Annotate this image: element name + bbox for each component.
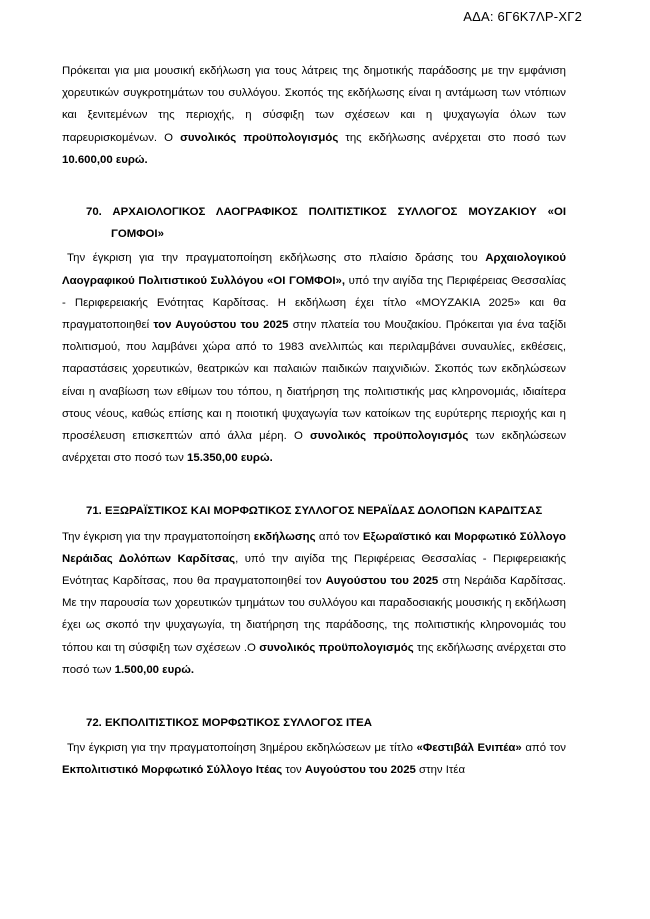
budget-amount: 1.500,00 ευρώ. <box>114 663 195 676</box>
section-72-title: 72. ΕΚΠΟΛΙΤΙΣΤΙΚΟΣ ΜΟΡΦΩΤΙΚΟΣ ΣΥΛΛΟΓΟΣ ΙΤΕΑ <box>86 717 372 730</box>
section-71-title: 71. ΕΞΩΡΑΪΣΤΙΚΟΣ ΚΑΙ ΜΟΡΦΩΤΙΚΟΣ ΣΥΛΛΟΓΟΣ ΝΕΡΑΪΔΑΣ ΔΟΛΟΠΩΝ ΚΑΡΔΙΤΣΑΣ <box>86 505 543 518</box>
bold-run: συνολικός προϋπολογισμός <box>180 131 339 144</box>
section-70 <box>62 201 566 469</box>
text-run: της εκδήλωσης ανέρχεται στο ποσό των <box>62 641 567 676</box>
text-run: Την έγκριση για την πραγματοποίηση 3ημέρου εκδηλώσεων με τίτλο <box>67 742 417 755</box>
text-run: Πρόκειται για μια μουσική εκδήλωση για τους λάτρεις της δημοτικής παράδοσης με την εμφάνιση χορευτικών συγκροτημάτων του συλλόγου. Σκοπός της εκδήλωσης είναι η αντάμωση των ντόπιων και ξενιτεμένων της περιοχής, η σύσφιξη των σχέσεων και η ψυχαγωγία όλων των παρευρισκομένων. Ο <box>62 65 566 144</box>
text-run: στη Νεράιδα Καρδίτσας. Με την παρουσία των χορευτικών τμημάτων του συλλόγου και παραδοσιακής μουσικής η εκδήλωση έχει ως σκοπό την ψυχαγωγία, τη διατήρηση της παράδοσης, της πολιτιστικής κληρονομιάς του τόπου και τη σύσφιξη των σχέσεων .Ο <box>62 575 567 654</box>
bold-run: Εκπολιτιστικό Μορφωτικό Σύλλογο Ιτέας <box>62 764 283 777</box>
bold-run: συνολικός προϋπολογισμός <box>310 430 469 443</box>
budget-amount: 10.600,00 ευρώ. <box>62 153 148 166</box>
bold-run: τον Αυγούστου του 2025 <box>153 319 289 332</box>
section-71-paragraph <box>62 526 566 681</box>
section-71 <box>62 500 566 681</box>
section-70-paragraph <box>62 247 566 469</box>
bold-run: εκδήλωσης <box>253 530 316 543</box>
section-70-title-line1: 70. ΑΡΧΑΙΟΛΟΓΙΚΟΣ ΛΑΟΓΡΑΦΙΚΟΣ ΠΟΛΙΤΙΣΤΙΚΟΣ ΣΥΛΛΟΓΟΣ ΜΟΥΖΑΚΙΟΥ «ΟΙ <box>86 206 566 219</box>
paragraph-event-description <box>62 60 566 171</box>
text-run: στην Ιτέα <box>415 764 466 777</box>
bold-run: «Φεστιβάλ Ενιπέα» <box>416 742 522 755</box>
bold-run: συνολικός προϋπολογισμός <box>259 641 414 654</box>
text-run: υπό την αιγίδα της Περιφέρειας Θεσσαλίας - Περιφερειακής Ενότητας Καρδίτσας. Η εκδήλωση έχει τίτλο «ΜΟΥΖΑΚΙΑ 2025» και θα πραγματοποιηθεί <box>62 274 567 332</box>
text-run: από τον <box>521 742 567 755</box>
ada-code: ΑΔΑ: 6Γ6Κ7ΛΡ-ΧΓ2 <box>463 9 582 24</box>
budget-amount: 15.350,00 ευρώ. <box>187 452 273 465</box>
bold-run: Αυγούστου του 2025 <box>304 764 416 777</box>
text-run: από τον <box>315 530 363 543</box>
text-run: Την έγκριση για την πραγματοποίηση εκδήλωσης στο πλαίσιο δράσης του <box>67 252 486 265</box>
bold-run: Αυγούστου του 2025 <box>325 575 439 588</box>
text-run: τον <box>282 764 305 777</box>
text-run: της εκδήλωσης ανέρχεται στο ποσό των <box>338 131 566 144</box>
text-run: Την έγκριση για την πραγματοποίηση <box>62 530 254 543</box>
text-run: στην πλατεία του Μουζακίου. Πρόκειται για ένα ταξίδι πολιτισμού, που λαμβάνει χώρα από το 1983 ανελλιπώς και περιλαμβάνει συναυλίες, εκθέσεις, παραστάσεις χορευτικών, θεατρικών και παλαιών παιδικών παιχνιδιών. Σκοπός των εκδηλώσεων είναι η αναβίωση των εθίμων του τόπου, η διατήρηση της πολιτιστικής μας κληρονομιάς, ιδιαίτερα στους νέους, καθώς επίσης και η ποιοτική ψυχαγωγία των κατοίκων της ευρύτερης περιοχής και η προσέλευση επισκεπτών από άλλα μέρη. Ο <box>62 319 566 443</box>
bold-run: Αρχαιολογικού Λαογραφικού Πολιτιστικού Συλλόγου «ΟΙ ΓΟΜΦΟΙ», <box>62 252 566 287</box>
section-70-title-line2: ΓΟΜΦΟΙ» <box>111 228 164 241</box>
section-72-paragraph <box>62 737 566 781</box>
bold-run: Εξωραϊστικό και Μορφωτικό Σύλλογο Νεράιδας Δολόπων Καρδίτσας <box>62 530 566 565</box>
document-body <box>62 60 566 782</box>
section-72 <box>62 712 566 782</box>
text-run: , υπό την αιγίδα της Περιφέρειας Θεσσαλίας - Περιφερειακής Ενότητας Καρδίτσας, που θα πραγματοποιηθεί τον <box>62 552 566 588</box>
text-run: των εκδηλώσεων ανέρχεται στο ποσό των <box>62 430 567 465</box>
